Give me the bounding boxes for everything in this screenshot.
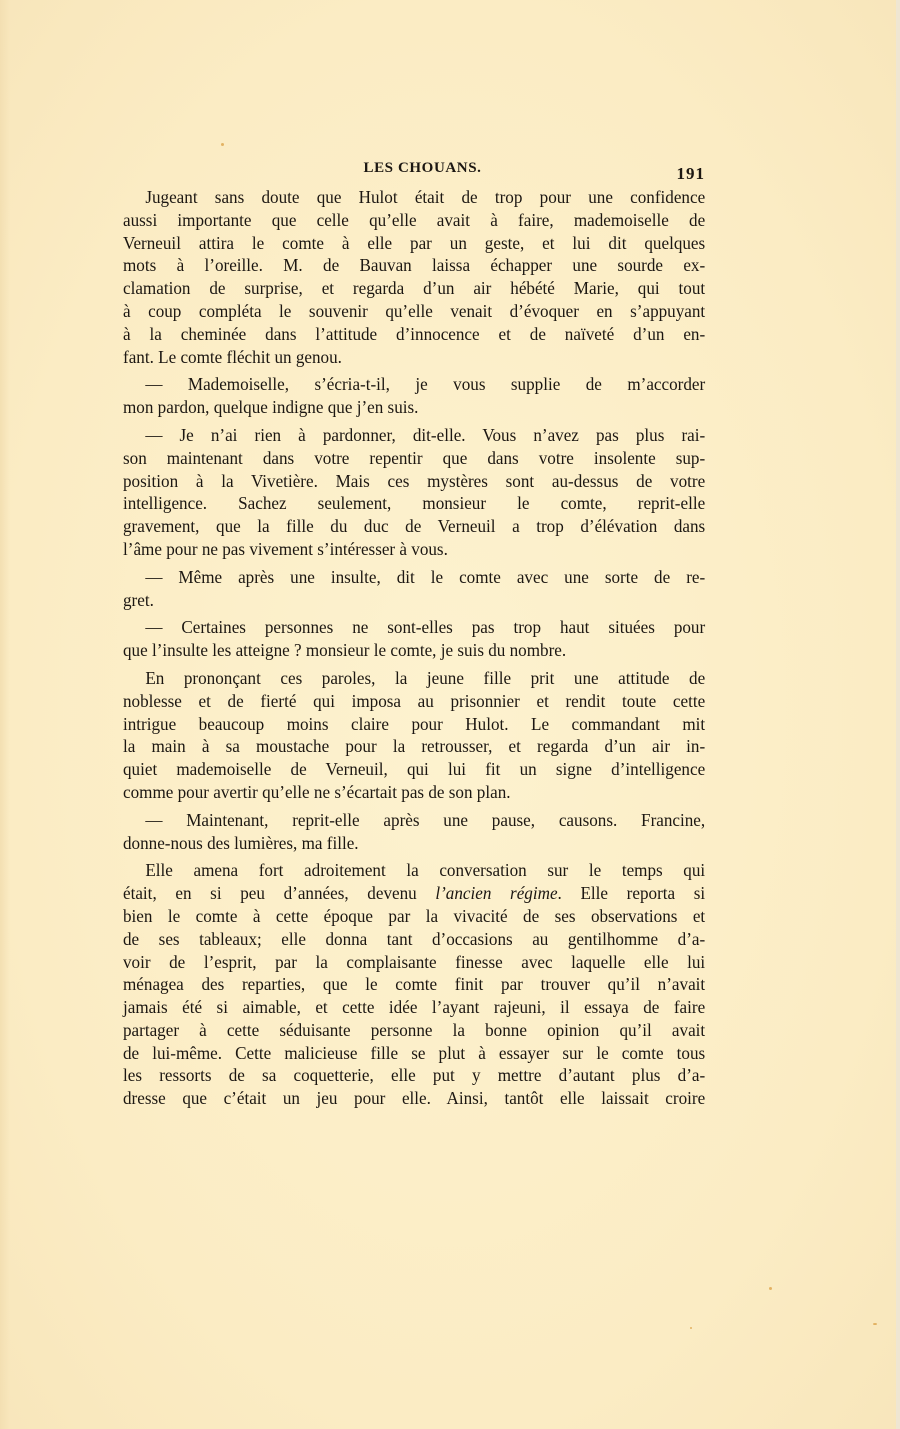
text-line: mots à l’oreille. M. de Bauvan laissa échapper une sourde ex- [123,255,706,276]
text-run: . Elle reporta si [557,883,706,904]
text-line: — Certaines personnes ne sont-elles pas trop haut situées pour [145,617,706,638]
paragraph [123,186,705,368]
paragraph [123,809,705,855]
text-line: gret. [123,589,154,610]
text-line: son maintenant dans votre repentir que dans votre insolente sup- [123,447,706,468]
page-edge [896,0,900,1429]
text-line: voir de l’esprit, par la complaisante finesse avec laquelle elle lui [123,951,706,972]
text-line: Jugeant sans doute que Hulot était de trop pour une confidence [145,187,706,207]
text-line: comme pour avertir qu’elle ne s’écartait pas de son plan. [123,781,511,802]
text-line: — Même après une insulte, dit le comte avec une sorte de re- [145,566,706,587]
text-column [123,186,705,1110]
text-line: donne-nous des lumières, ma fille. [123,832,359,853]
text-line: clamation de surprise, et regarda d’un air hébété Marie, qui tout [123,278,706,299]
text-line: — Maintenant, reprit-elle après une pause, causons. Francine, [145,809,706,830]
paper-speck [690,1327,692,1329]
text-line: En prononçant ces paroles, la jeune fille prit une attitude de [145,667,706,688]
italic-phrase: l’ancien régime [435,883,558,904]
paper-speck [221,143,224,146]
page-number: 191 [676,164,705,183]
text-line: intelligence. Sachez seulement, monsieur le comte, reprit-elle [123,493,706,514]
running-title: LES CHOUANS. [363,160,482,176]
paragraph [123,566,705,612]
text-line: — Je n’ai rien à pardonner, dit-elle. Vous n’avez pas plus rai- [145,424,706,445]
text-line: de ses tableaux; elle donna tant d’occasions au gentilhomme d’a- [123,928,706,949]
text-line: position à la Vivetière. Mais ces mystères sont au-dessus de votre [123,470,706,491]
text-line: aussi importante que celle qu’elle avait à faire, mademoiselle de [123,209,706,230]
text-line: — Mademoiselle, s’écria-t-il, je vous supplie de m’accorder [145,374,706,395]
text-line: que l’insulte les atteigne ? monsieur le comte, je suis du nombre. [123,640,567,661]
text-line: à coup compléta le souvenir qu’elle venait d’évoquer en s’appuyant [123,300,706,321]
text-line: noblesse et de fierté qui imposa au prisonnier et rendit toute cette [123,690,706,711]
text-line: mon pardon, quelque indigne que j’en suis. [123,397,419,418]
text-line [123,882,705,905]
page-gutter-shadow [0,0,10,1429]
text-line: Verneuil attira le comte à elle par un geste, et lui dit quelques [123,232,706,253]
text-line: ménagea des reparties, que le comte finit par trouver qu’il n’avait [123,974,706,995]
text-line: partager à cette séduisante personne la bonne opinion qu’il avait [123,1019,706,1040]
text-line: fant. Le comte fléchit un genou. [123,346,342,367]
paragraph [123,373,705,419]
text-line: dresse que c’était un jeu pour elle. Ainsi, tantôt elle laissait croire [123,1088,706,1109]
text-line: à la cheminée dans l’attitude d’innocence et de naïveté d’un en- [123,323,706,344]
text-run: était, en si peu d’années, devenu [123,883,436,904]
paper-speck [769,1287,772,1290]
paper-speck [873,1323,877,1325]
text-line: bien le comte à cette époque par la vivacité de ses observations et [123,905,706,926]
text-line: de lui-même. Cette malicieuse fille se plut à essayer sur le comte tous [123,1042,706,1063]
text-line: les ressorts de sa coquetterie, elle put y mettre d’autant plus d’a- [123,1065,706,1086]
text-line: l’âme pour ne pas vivement s’intéresser à vous. [123,538,448,559]
text-line: Elle amena fort adroitement la conversation sur le temps qui [145,860,706,881]
paragraph [123,616,705,662]
body-text [123,186,706,1110]
paragraph [123,667,705,804]
text-line: la main à sa moustache pour la retrousser, et regarda d’un air in- [123,736,706,757]
text-line: intrigue beaucoup moins claire pour Hulot. Le commandant mit [123,713,706,734]
text-line: jamais été si aimable, et cette idée l’ayant rajeuni, il essaya de faire [123,997,706,1018]
text-line: quiet mademoiselle de Verneuil, qui lui fit un signe d’intelligence [123,759,706,780]
running-head [120,160,705,184]
paragraph [123,424,705,561]
paragraph [123,859,705,1110]
text-line: gravement, que la fille du duc de Verneuil a trop d’élévation dans [123,516,706,537]
